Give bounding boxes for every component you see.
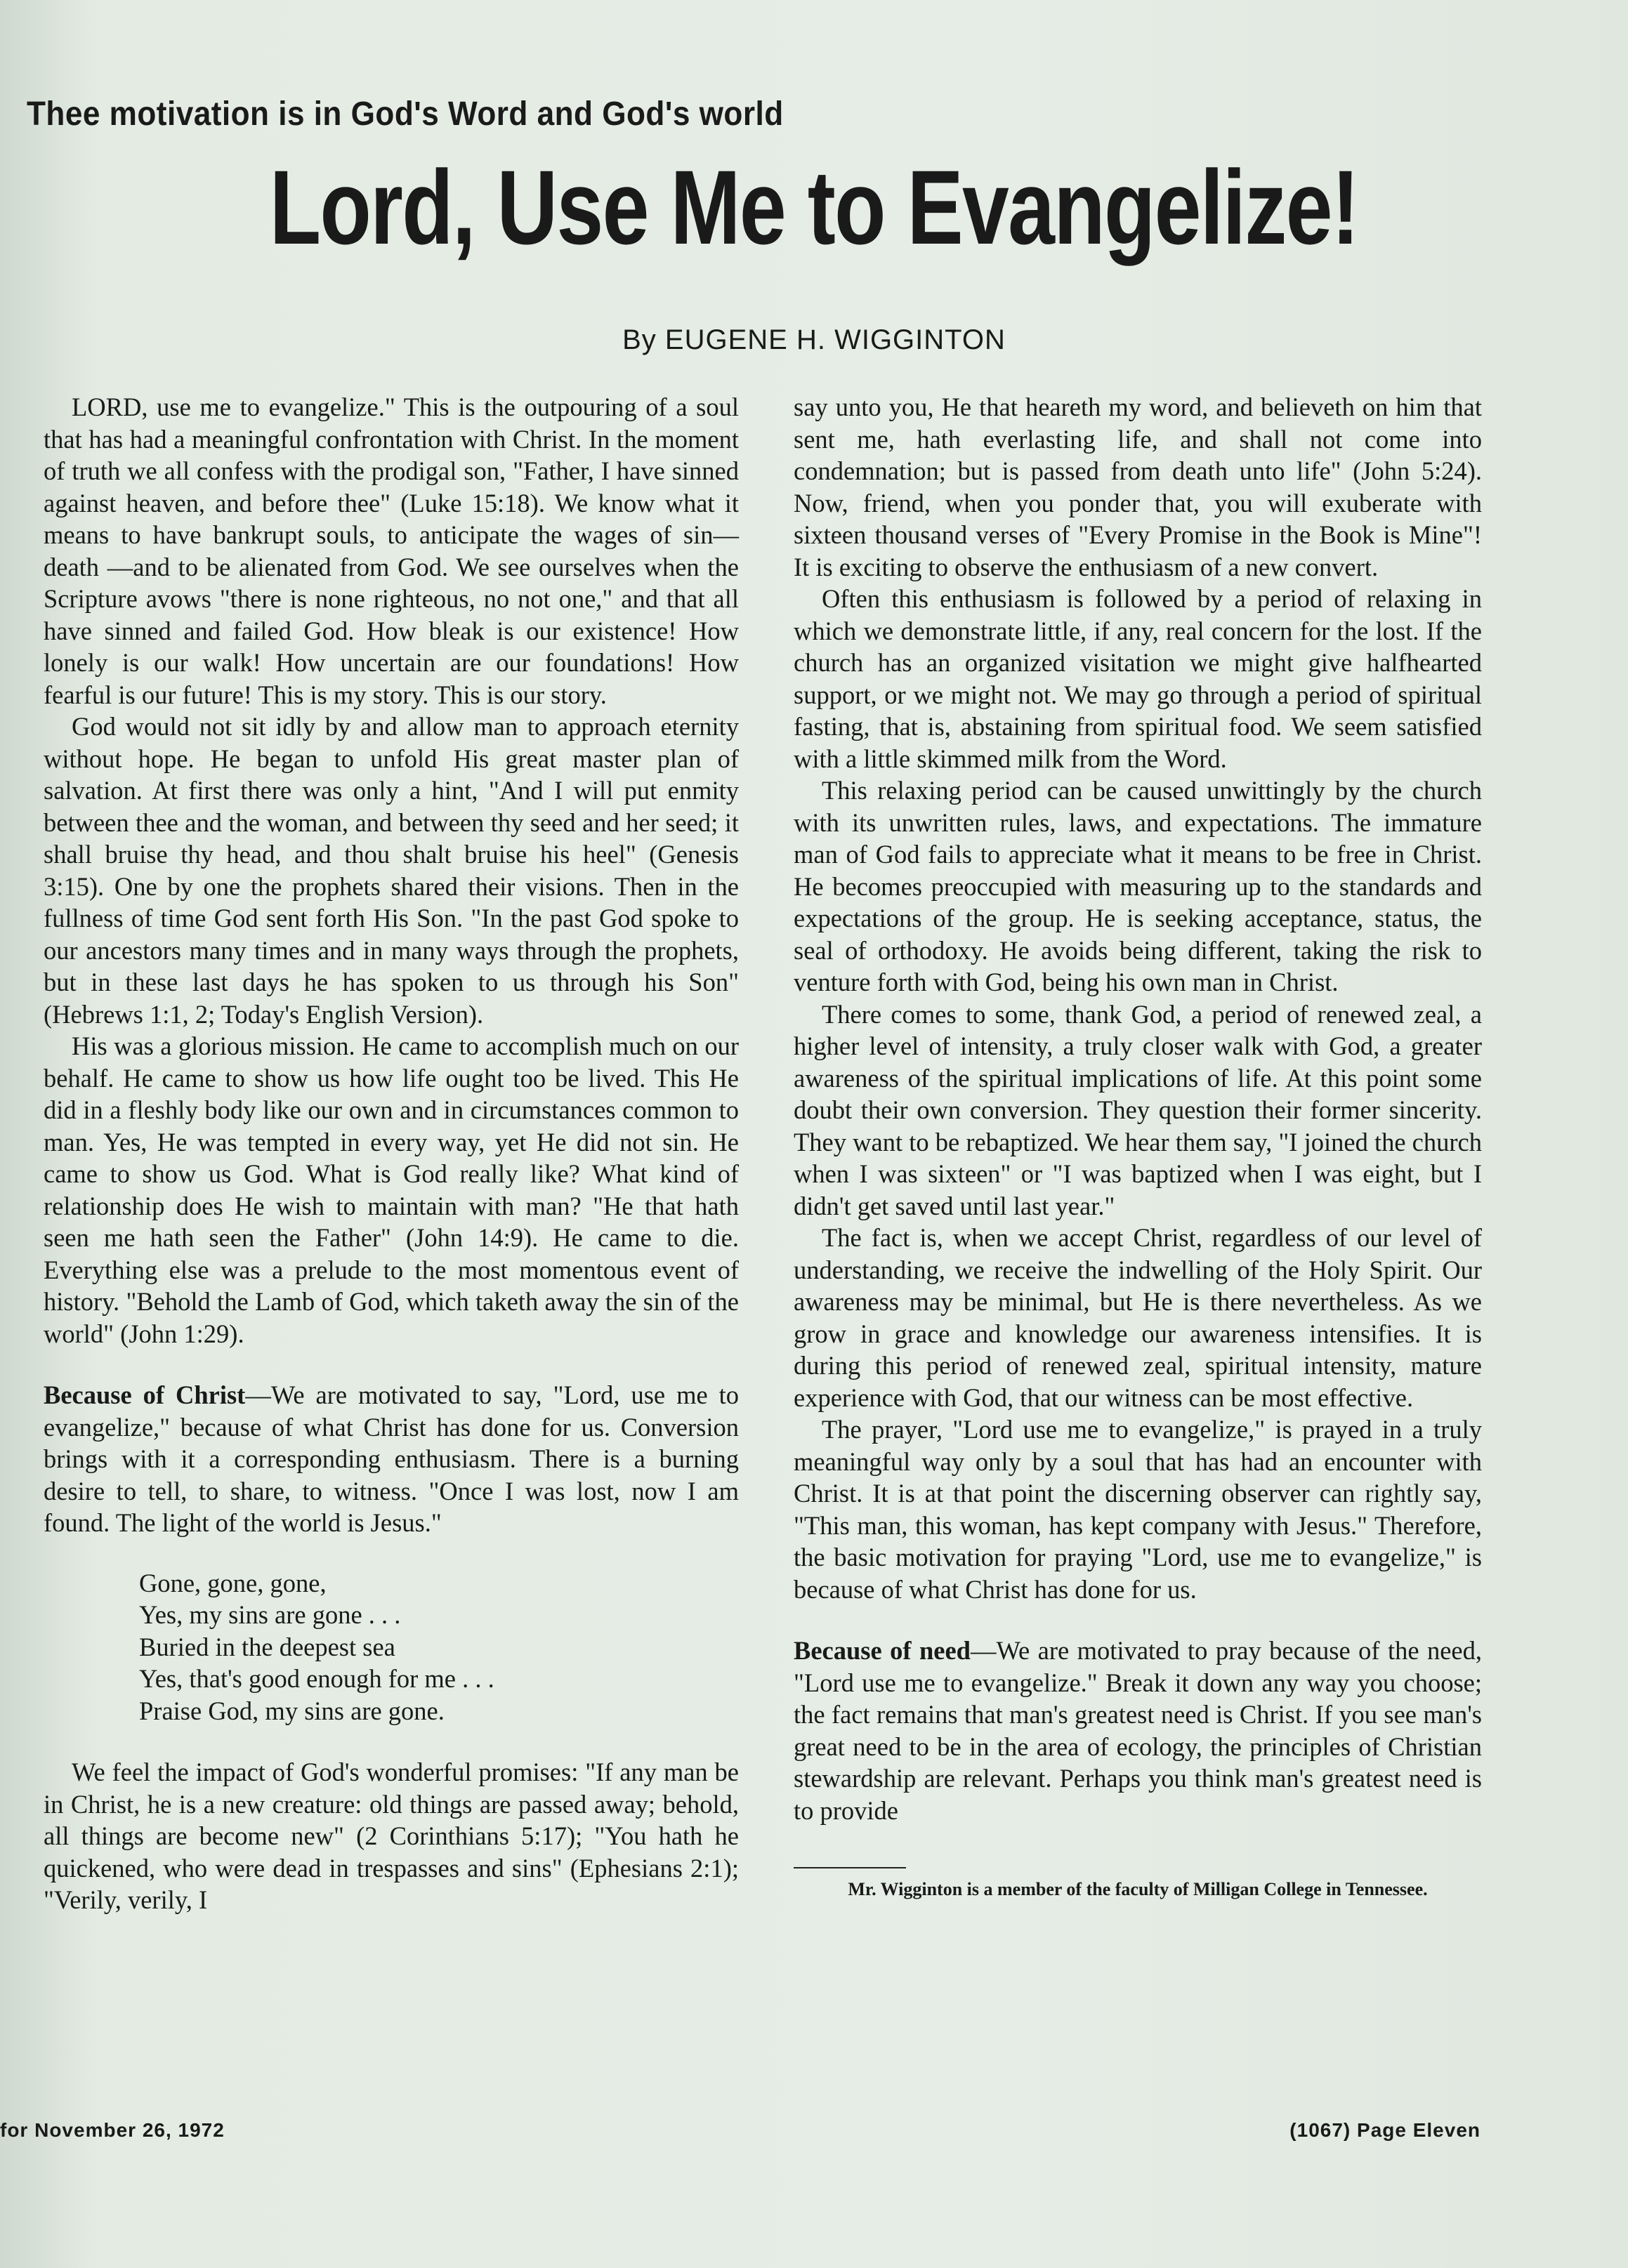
- author-footnote: Mr. Wigginton is a member of the faculty of Milligan College in Tennessee.: [848, 1879, 1428, 1899]
- article-kicker: Thee motivation is in God's Word and God's world: [27, 95, 784, 133]
- article-byline: By EUGENE H. WIGGINTON: [622, 324, 1006, 355]
- verse-line: Yes, my sins are gone . . .: [139, 1600, 401, 1629]
- folio-date: for November 26, 1972: [0, 2119, 225, 2141]
- hymn-verse: [44, 1567, 739, 1727]
- footnote-rule: [794, 1867, 906, 1868]
- section-text: —We are motivated to pray because of the need, "Lord use me to evangelize." Break it down any way you choose; the fact remains that man's greatest need is Christ. If you see man's great need to be in the area of ecology, the principles of Christian stewardship are relevant. Perhaps you think man's greatest need is to provide: [794, 1636, 1482, 1825]
- paragraph: There comes to some, thank God, a period of renewed zeal, a higher level of intensity, a truly closer walk with God, a greater awareness of the spiritual implications of life. At this point some doubt their own conversion. They question their former sincerity. They want to be rebaptized. We hear them say, "I joined the church when I was sixteen" or "I was baptized when I was eight, but I didn't get saved until last year.": [794, 999, 1482, 1220]
- section-heading: Because of need: [794, 1636, 971, 1665]
- paragraph: We feel the impact of God's wonderful promises: "If any man be in Christ, he is a new creature: old things are passed away; behold, all things are become new" (2 Corinthians 5:17); "You hath he quickened, who were dead in trespasses and sins" (Ephesians 2:1); "Verily, verily, I: [44, 1758, 739, 1914]
- section-paragraph: [44, 1379, 739, 1539]
- article-headline: Lord, Use Me to Evangelize!: [269, 148, 1359, 266]
- paragraph: say unto you, He that heareth my word, and believeth on him that sent me, hath everlasting life, and shall not come into condemnation; but is passed from death unto life" (John 5:24). Now, friend, when you ponder that, you will exuberate with sixteen thousand verses of "Every Promise in the Book is Mine"! It is exciting to observe the enthusiasm of a new convert.: [794, 393, 1482, 581]
- paragraph: LORD, use me to evangelize." This is the outpouring of a soul that has had a meaningful confrontation with Christ. In the moment of truth we all confess with the prodigal son, "Father, I have sinned against heaven, and before thee" (Luke 15:18). We know what it means to have bankrupt souls, to anticipate the wages of sin—death —and to be alienated from God. We see ourselves when the Scripture avows "there is none righteous, no not one," and that all have sinned and failed God. How bleak is our existence! How lonely is our walk! How uncertain are our foundations! How fearful is our future! This is my story. This is our story.: [44, 393, 739, 709]
- section-paragraph: [794, 1635, 1482, 1826]
- column-left: [44, 391, 739, 1916]
- paragraph: The prayer, "Lord use me to evangelize," is prayed in a truly meaningful way only by a soul that has had an encounter with Christ. It is at that point the discerning observer can rightly say, "This man, this woman, has kept company with Jesus." Therefore, the basic motivation for praying "Lord, use me to evangelize," is because of what Christ has done for us.: [794, 1415, 1482, 1604]
- column-right: [794, 391, 1482, 1901]
- paragraph: Often this enthusiasm is followed by a period of relaxing in which we demonstrate little, if any, real concern for the lost. If the church has an organized visitation we might give halfhearted support, or we might not. We may go through a period of spiritual fasting, that is, abstaining from spiritual food. We seem satisfied with a little skimmed milk from the Word.: [794, 584, 1482, 773]
- section-heading: Because of Christ: [44, 1380, 246, 1409]
- verse-line: Gone, gone, gone,: [139, 1568, 327, 1597]
- paragraph: This relaxing period can be caused unwittingly by the church with its unwritten rules, laws, and expectations. The immature man of God fails to appreciate what it means to be free in Christ. He becomes preoccupied with measuring up to the standards and expectations of the group. He is seeking acceptance, status, the seal of orthodoxy. He avoids being different, taking the risk to venture forth with God, being his own man in Christ.: [794, 776, 1482, 996]
- verse-line: Praise God, my sins are gone.: [139, 1696, 445, 1725]
- paragraph: God would not sit idly by and allow man to approach eternity without hope. He began to unfold His great master plan of salvation. At first there was only a hint, "And I will put enmity between thee and the woman, and between thy seed and her seed; it shall bruise thy head, and thou shalt bruise his heel" (Genesis 3:15). One by one the prophets shared their visions. Then in the fullness of time God sent forth His Son. "In the past God spoke to our ancestors many times and in many ways through the prophets, but in these last days he has spoken to us through his Son" (Hebrews 1:1, 2; Today's English Version).: [44, 712, 739, 1029]
- paragraph: The fact is, when we accept Christ, regardless of our level of understanding, we receive the indwelling of the Holy Spirit. Our awareness may be minimal, but He is there nevertheless. As we grow in grace and knowledge our awareness intensifies. It is during this period of renewed zeal, spiritual intensity, mature experience with God, that our witness can be most effective.: [794, 1223, 1482, 1412]
- verse-line: Buried in the deepest sea: [139, 1632, 395, 1661]
- section-text: —We are motivated to say, "Lord, use me to evangelize," because of what Christ has done for us. Conversion brings with it a corresponding enthusiasm. There is a burning desire to tell, to share, to witness. "Once I was lost, now I am found. The light of the world is Jesus.": [44, 1380, 739, 1537]
- paragraph: His was a glorious mission. He came to accomplish much on our behalf. He came to show us how life ought too be lived. This He did in a fleshly body like our own and in circumstances common to man. Yes, He was tempted in every way, yet He did not sin. He came to show us God. What is God really like? What kind of relationship does He wish to maintain with man? "He that hath seen me hath seen the Father" (John 14:9). He came to die. Everything else was a prelude to the most momentous event of history. "Behold the Lamb of God, which taketh away the sin of the world" (John 1:29).: [44, 1031, 739, 1348]
- folio-page-number: (1067) Page Eleven: [1289, 2119, 1481, 2141]
- verse-line: Yes, that's good enough for me . . .: [139, 1664, 494, 1693]
